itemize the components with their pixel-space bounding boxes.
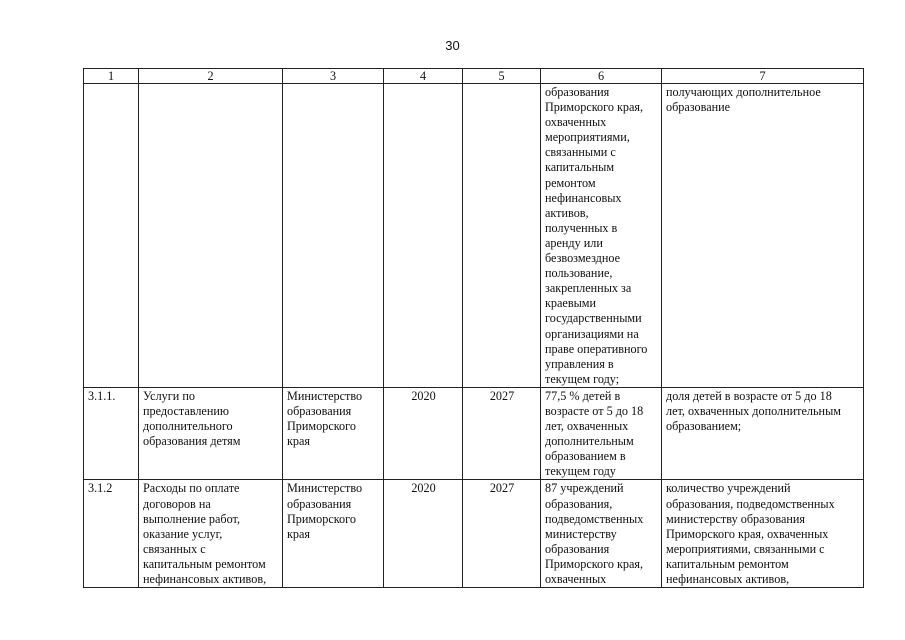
cell-end-year (463, 84, 541, 388)
table-header-row (84, 69, 864, 84)
table-row (84, 387, 864, 480)
cell-start-year: 2020 (384, 480, 463, 588)
cell-start-year: 2020 (384, 387, 463, 480)
cell-indicator: получающих дополнительное образование (662, 84, 864, 388)
cell-end-year: 2027 (463, 387, 541, 480)
cell-activity-name: Расходы по оплате договоров на выполнение работ, оказание услуг, связанных с капитальным ремонтом нефинансовых активов, (139, 480, 283, 588)
cell-item-number: 3.1.2 (84, 480, 139, 588)
cell-start-year (384, 84, 463, 388)
column-header: 6 (541, 69, 662, 84)
column-header: 4 (384, 69, 463, 84)
cell-indicator: доля детей в возрасте от 5 до 18 лет, охваченных дополнительным образованием; (662, 387, 864, 480)
table-row (84, 480, 864, 588)
cell-activity-name (139, 84, 283, 388)
cell-activity-name: Услуги по предоставлению дополнительного образования детям (139, 387, 283, 480)
column-header: 7 (662, 69, 864, 84)
table-row (84, 84, 864, 388)
column-header: 1 (84, 69, 139, 84)
column-header: 2 (139, 69, 283, 84)
cell-expected-result: 77,5 % детей в возрасте от 5 до 18 лет, охваченных дополнительным образованием в текущем году (541, 387, 662, 480)
cell-expected-result: образования Приморского края, охваченных мероприятиями, связанными с капитальным ремонтом нефинансовых активов, полученных в аренду или безвозмездное пользование, закрепленных за краевыми государственными организациями на праве оперативного управления в текущем году; (541, 84, 662, 388)
page-number: 30 (445, 38, 460, 53)
column-header: 3 (283, 69, 384, 84)
cell-end-year: 2027 (463, 480, 541, 588)
program-table (83, 68, 864, 588)
column-header: 5 (463, 69, 541, 84)
cell-item-number: 3.1.1. (84, 387, 139, 480)
cell-executor (283, 84, 384, 388)
cell-item-number (84, 84, 139, 388)
cell-executor: Министерство образования Приморского края (283, 387, 384, 480)
cell-executor: Министерство образования Приморского края (283, 480, 384, 588)
cell-expected-result: 87 учреждений образования, подведомственных министерству образования Приморского края, охваченных (541, 480, 662, 588)
cell-indicator: количество учреждений образования, подведомственных министерству образования Приморского края, охваченных мероприятиями, связанными с капитальным ремонтом нефинансовых активов, (662, 480, 864, 588)
